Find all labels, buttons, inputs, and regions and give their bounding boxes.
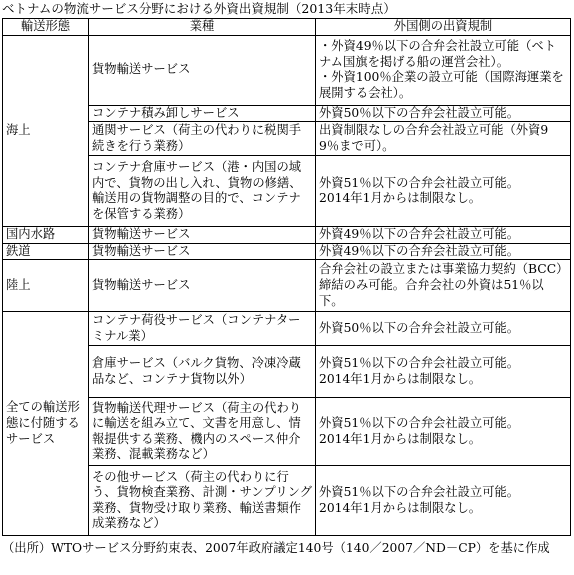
mode-cell-ancillary: 全ての輸送形態に付随するサービス (3, 312, 89, 536)
table-row (3, 260, 571, 312)
table-row (3, 243, 571, 260)
regulation-line: 外資51％以下の合弁会社設立可能。 (319, 356, 520, 371)
table-row (3, 312, 571, 346)
table-row (3, 122, 571, 156)
regulation-cell: 外資49％以下の合弁会社設立可能。 (316, 243, 571, 260)
mode-cell-inland-waterway: 国内水路 (3, 227, 89, 244)
regulation-line: 2014年1月からは制限なし。 (319, 431, 482, 446)
regulation-cell (316, 346, 571, 398)
table-header-row (3, 19, 571, 36)
service-cell: コンテナ倉庫サービス（港・内国の域内で、貨物の出し入れ、貨物の修繕、輸送用の貨物調整の目的で、コンテナを保管する業務） (89, 156, 316, 227)
table-row (3, 105, 571, 122)
mode-cell-sea: 海上 (3, 35, 89, 227)
service-cell: 貨物輸送サービス (89, 35, 316, 105)
regulation-cell: 出資制限なしの合弁会社設立可能（外資99％まで可）。 (316, 122, 571, 156)
regulation-cell (316, 35, 571, 105)
regulation-line: 外資51％以下の合弁会社設立可能。 (319, 485, 520, 500)
regulation-line: 2014年1月からは制限なし。 (319, 500, 482, 515)
service-cell: 倉庫サービス（バルク貨物、冷凍冷蔵品など、コンテナ貨物以外） (89, 346, 316, 398)
regulation-table (2, 18, 571, 536)
table-row (3, 35, 571, 105)
mode-cell-rail: 鉄道 (3, 243, 89, 260)
service-cell: コンテナ荷役サービス（コンテナターミナル業） (89, 312, 316, 346)
header-mode: 輸送形態 (3, 19, 89, 36)
mode-cell-land: 陸上 (3, 260, 89, 312)
regulation-cell (316, 398, 571, 466)
service-cell: 貨物輸送サービス (89, 243, 316, 260)
regulation-line: 外資51％以下の合弁会社設立可能。 (319, 175, 520, 190)
service-cell: その他サービス（荷主の代わりに行う、貨物検査業務、計測・サンプリング業務、貨物受け取り業務、輸送書類作成業務など） (89, 466, 316, 536)
table-title: ベトナムの物流サービス分野における外資出資規制（2013年末時点） (2, 1, 396, 16)
table-row (3, 227, 571, 244)
regulation-cell: 外資49％以下の合弁会社設立可能。 (316, 227, 571, 244)
table-row (3, 466, 571, 536)
regulation-bullet: ・外資49％以下の合弁会社設立可能（ベトナム国旗を掲げる船の運営会社）。 (319, 38, 556, 69)
regulation-line: 2014年1月からは制限なし。 (319, 371, 482, 386)
service-cell: 貨物輸送サービス (89, 260, 316, 312)
table-row (3, 346, 571, 398)
service-cell: 貨物輸送代理サービス（荷主の代わりに輸送を組み立て、文書を用意し、情報提供する業務、機内のスペース仲介業務、混載業務など） (89, 398, 316, 466)
table-row (3, 156, 571, 227)
regulation-line: 2014年1月からは制限なし。 (319, 191, 482, 206)
regulation-cell (316, 466, 571, 536)
regulation-cell (316, 156, 571, 227)
header-regulation: 外国側の出資規制 (316, 19, 571, 36)
regulation-bullet: ・外資100％企業の設立可能（国際海運業を展開する会社）。 (319, 70, 564, 100)
header-service: 業種 (89, 19, 316, 36)
service-cell: 貨物輸送サービス (89, 227, 316, 244)
regulation-line: 外資51％以下の合弁会社設立可能。 (319, 416, 520, 431)
regulation-cell: 外資50％以下の合弁会社設立可能。 (316, 312, 571, 346)
source-note: （出所）WTOサービス分野約束表、2007年政府議定140号（140／2007／ND－CP）を基に作成 (2, 541, 550, 555)
service-cell: コンテナ積み卸しサービス (89, 105, 316, 122)
table-row (3, 398, 571, 466)
regulation-cell: 外資50％以下の合弁会社設立可能。 (316, 105, 571, 122)
service-cell: 通関サービス（荷主の代わりに税関手続きを行う業務） (89, 122, 316, 156)
regulation-cell: 合弁会社の設立または事業協力契約（BCC）締結のみ可能。合弁会社の外資は51％以下。 (316, 260, 571, 312)
